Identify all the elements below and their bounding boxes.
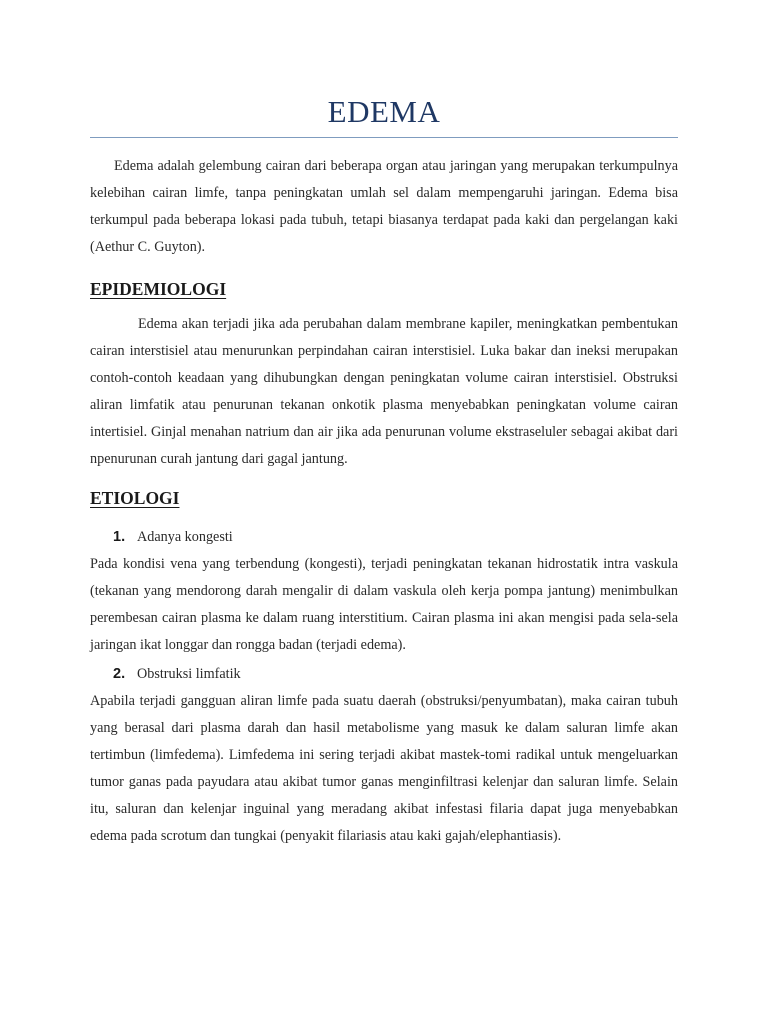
epidemiologi-paragraph: Edema akan terjadi jika ada perubahan dalam membrane kapiler, meningkatkan pembentukan cairan interstisiel atau menurunkan perpindahan cairan interstisiel. Luka bakar dan ineksi merupakan contoh-contoh keadaan yang dihubungkan dengan peningkatan volume cairan interstisiel. Obstruksi aliran limfatik atau penurunan tekanan onkotik plasma menyebabkan peningkatan volume cairan intertisiel. Ginjal menahan natrium dan air jika ada penurunan volume ekstraseluler sebagai akibat dari npenurunan curah jantung dari gagal jantung. xyxy=(90,316,678,467)
list-item-label: Obstruksi limfatik xyxy=(137,666,241,682)
intro-paragraph: Edema adalah gelembung cairan dari beberapa organ atau jaringan yang merupakan terkumpulnya kelebihan cairan limfe, tanpa peningkatan umlah sel dalam mempengaruhi jaringan. Edema bisa terkumpul pada beberapa lokasi pada tubuh, tetapi biasanya terdapat pada kaki dan pergelangan kaki (Aethur C. Guyton). xyxy=(90,158,678,255)
obstruksi-limfatik-paragraph: Apabila terjadi gangguan aliran limfe pada suatu daerah (obstruksi/penyumbatan), maka cairan tubuh yang berasal dari plasma darah dan hasil metabolisme yang masuk ke dalam saluran limfe akan tertimbun (limfedema). Limfedema ini sering terjadi akibat mastek-tomi radikal untuk mengeluarkan tumor ganas pada payudara atau akibat tumor ganas menginfiltrasi kelenjar dan saluran limfe. Selain itu, saluran dan kelenjar inguinal yang meradang akibat infestasi filaria dapat juga menyebabkan edema pada scrotum dan tungkai (penyakit filariasis atau kaki gajah/elephantiasis). xyxy=(90,693,678,844)
etiologi-list-item-2 xyxy=(113,664,241,684)
section-heading-etiologi: ETIOLOGI xyxy=(90,488,180,508)
list-item-label: Adanya kongesti xyxy=(137,529,233,545)
document-title: EDEMA xyxy=(327,94,441,129)
etiologi-list-item-1 xyxy=(113,527,233,547)
title-divider xyxy=(90,137,678,138)
list-number: 1. xyxy=(113,529,126,545)
list-number: 2. xyxy=(113,666,126,682)
section-heading-epidemiologi: EPIDEMIOLOGI xyxy=(90,279,227,299)
kongesti-paragraph: Pada kondisi vena yang terbendung (kongesti), terjadi peningkatan tekanan hidrostatik intra vaskula (tekanan yang mendorong darah mengalir di dalam vaskula oleh kerja pompa jantung) menimbulkan perembesan cairan plasma ke dalam ruang interstitium. Cairan plasma ini akan mengisi pada sela-sela jaringan ikat longgar dan rongga badan (terjadi edema). xyxy=(90,556,678,653)
